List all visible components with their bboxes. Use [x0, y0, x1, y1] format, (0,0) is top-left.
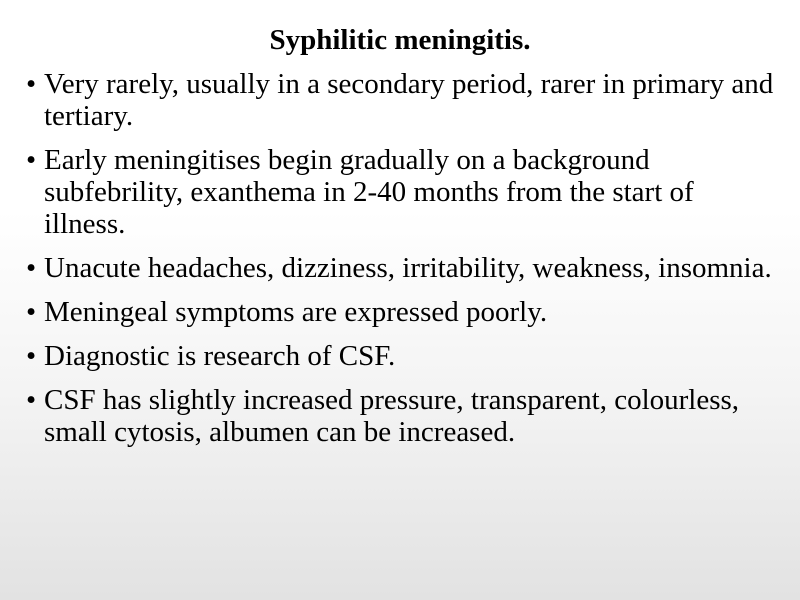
- bullet-point-icon: •: [26, 340, 37, 372]
- bullet-text: Diagnostic is research of CSF.: [44, 340, 396, 372]
- bullet-item: [26, 296, 776, 328]
- slide-title: Syphilitic meningitis.: [269, 24, 531, 56]
- bullet-point-icon: •: [26, 68, 37, 100]
- bullet-list: [26, 68, 776, 460]
- bullet-text: CSF has slightly increased pressure, transparent, colourless, small cytosis, albumen can be increased.: [44, 384, 740, 448]
- bullet-item: [26, 252, 776, 284]
- bullet-item: [26, 68, 776, 132]
- bullet-point-icon: •: [26, 384, 37, 416]
- bullet-text: Meningeal symptoms are expressed poorly.: [44, 296, 548, 328]
- bullet-point-icon: •: [26, 296, 37, 328]
- bullet-point-icon: •: [26, 252, 37, 284]
- bullet-item: [26, 340, 776, 372]
- bullet-item: [26, 384, 776, 448]
- bullet-point-icon: •: [26, 144, 37, 176]
- bullet-text: Early meningitises begin gradually on a background subfebrility, exanthema in 2-40 months from the start of illness.: [44, 144, 694, 240]
- bullet-item: [26, 144, 776, 240]
- bullet-text: Unacute headaches, dizziness, irritability, weakness, insomnia.: [44, 252, 772, 284]
- bullet-text: Very rarely, usually in a secondary period, rarer in primary and tertiary.: [44, 68, 774, 132]
